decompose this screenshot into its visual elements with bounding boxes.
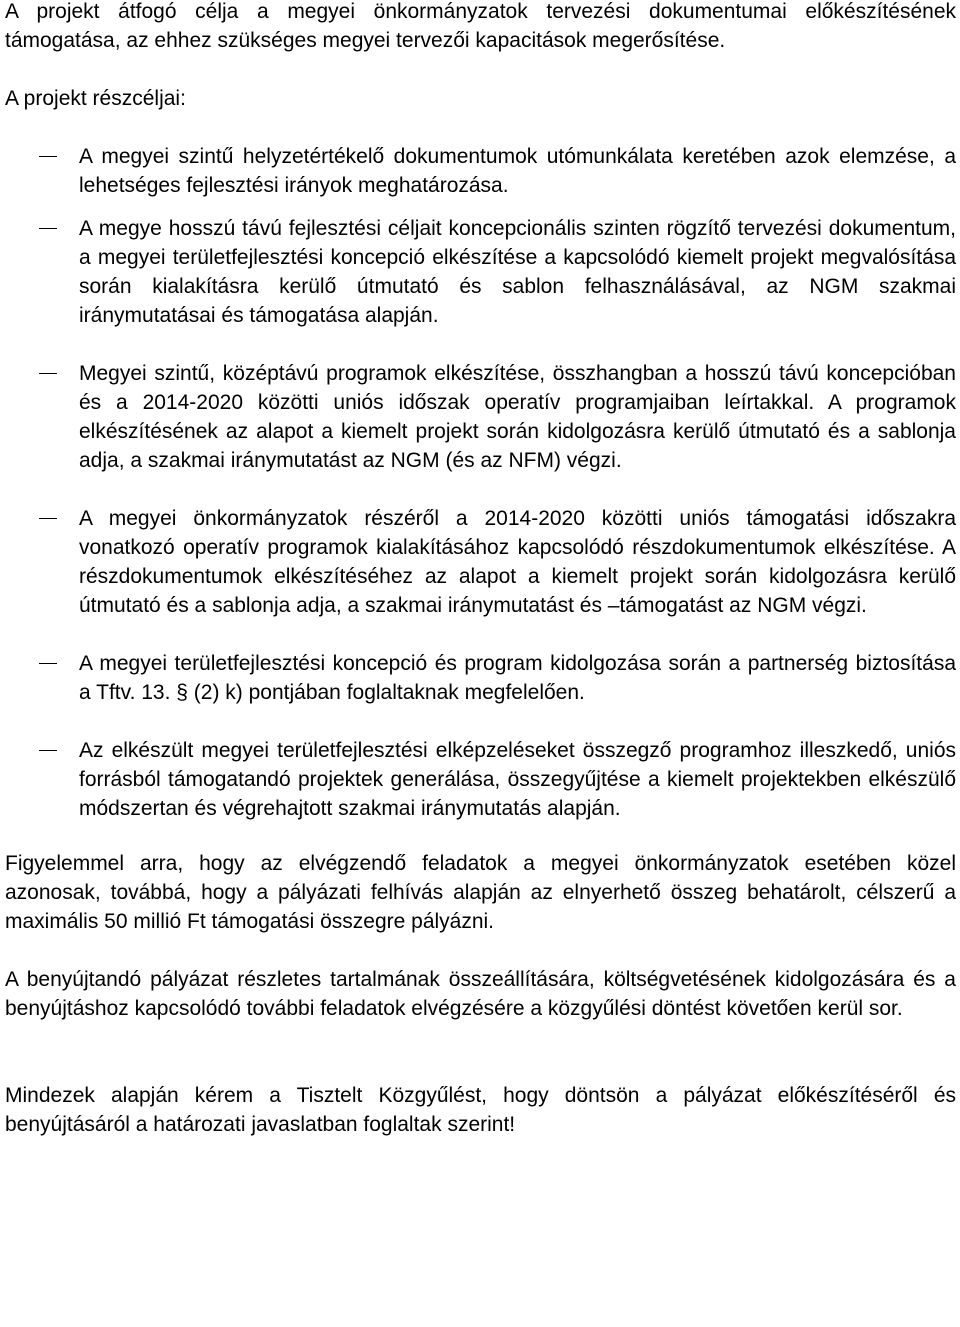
list-item: A megye hosszú távú fejlesztési céljait koncepcionális szinten rögzítő tervezési dokumentum, a megyei területfejlesztési koncepció elkészítése a kapcsolódó kiemelt projekt megvalósítása során kialakításra kerülő útmutató és sablon felhasználásával, az NGM szakmai iránymutatásai és támogatása alapján. xyxy=(5,214,956,330)
closing-paragraph: Mindezek alapján kérem a Tisztelt Közgyűlést, hogy döntsön a pályázat előkészítéséről és benyújtásáról a határozati javaslatban foglaltak szerint! xyxy=(5,1084,956,1136)
subgoals-list xyxy=(5,142,956,823)
list-item: Az elkészült megyei területfejlesztési elképzeléseket összegző programhoz illeszkedő, uniós forrásból támogatandó projektek generálása, összegyűjtése a kiemelt projektekben elkészülő módszertan és végrehajtott szakmai iránymutatás alapján. xyxy=(5,736,956,823)
dash-bullet-icon xyxy=(39,156,57,157)
list-item: A megyei szintű helyzetértékelő dokumentumok utómunkálata keretében azok elemzése, a lehetséges fejlesztési irányok meghatározása. xyxy=(5,142,956,200)
list-item: Megyei szintű, középtávú programok elkészítése, összhangban a hosszú távú koncepcióban és a 2014-2020 közötti uniós időszak operatív programjaiban leírtakkal. A programok elkészítésének az alapot a kiemelt projekt során kidolgozásra kerülő útmutató és a sablonja adja, a szakmai iránymutatást az NGM (és az NFM) végzi. xyxy=(5,359,956,475)
dash-bullet-icon xyxy=(39,518,57,519)
dash-bullet-icon xyxy=(39,228,57,229)
subgoals-label: A projekt részcéljai: xyxy=(5,87,186,110)
paragraph-benyujtando: A benyújtandó pályázat részletes tartalmának összeállítására, költségvetésének kidolgozására és a benyújtáshoz kapcsolódó további feladatok elvégzésére a közgyűlési döntést követően kerül sor. xyxy=(5,968,956,1020)
list-item: A megyei önkormányzatok részéről a 2014-2020 közötti uniós támogatási időszakra vonatkozó operatív programok kialakításához kapcsolódó részdokumentumok elkészítése. A részdokumentumok elkészítéséhez az alapot a kiemelt projekt során kidolgozásra kerülő útmutató és a sablonja adja, a szakmai iránymutatást és –támogatást az NGM végzi. xyxy=(5,504,956,620)
dash-bullet-icon xyxy=(39,373,57,374)
dash-bullet-icon xyxy=(39,663,57,664)
list-item: A megyei területfejlesztési koncepció és program kidolgozása során a partnerség biztosítása a Tftv. 13. § (2) k) pontjában foglaltaknak megfelelően. xyxy=(5,649,956,707)
intro-paragraph: A projekt átfogó célja a megyei önkormányzatok tervezési dokumentumai előkészítésének támogatása, az ehhez szükséges megyei tervezői kapacitások megerősítése. xyxy=(5,0,956,52)
dash-bullet-icon xyxy=(39,750,57,751)
paragraph-figyelemmel: Figyelemmel arra, hogy az elvégzendő feladatok a megyei önkormányzatok esetében közel azonosak, továbbá, hogy a pályázati felhívás alapján az elnyerhető összeg behatárolt, célszerű a maximális 50 millió Ft támogatási összegre pályázni. xyxy=(5,852,956,933)
